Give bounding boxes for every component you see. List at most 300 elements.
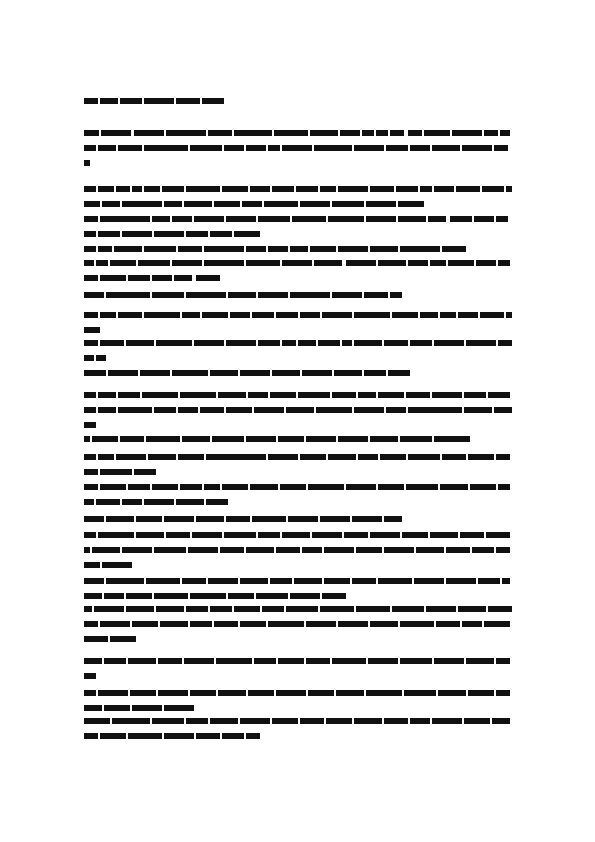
text-segment xyxy=(332,201,364,207)
paragraph xyxy=(84,310,512,340)
text-segment xyxy=(184,201,212,207)
text-segment xyxy=(354,407,384,413)
text-segment xyxy=(100,216,150,222)
text-segment xyxy=(358,454,378,460)
title-text-segment xyxy=(176,98,200,104)
text-segment xyxy=(178,407,198,413)
text-segment xyxy=(134,201,162,207)
text-segment xyxy=(106,516,134,522)
text-line xyxy=(84,258,512,268)
text-segment xyxy=(200,407,224,413)
text-line xyxy=(84,434,512,444)
text-segment xyxy=(312,532,342,538)
text-segment xyxy=(354,312,390,318)
text-segment xyxy=(166,532,190,538)
text-segment xyxy=(314,145,352,151)
text-segment xyxy=(84,392,96,398)
text-segment xyxy=(420,312,438,318)
title-text-segment xyxy=(202,98,224,104)
text-segment xyxy=(102,201,120,207)
text-segment xyxy=(92,547,120,553)
paragraph xyxy=(84,214,512,244)
text-segment xyxy=(98,186,114,192)
text-line xyxy=(84,619,512,629)
text-segment xyxy=(84,231,96,237)
text-segment xyxy=(84,499,94,505)
text-segment xyxy=(494,145,508,151)
text-segment xyxy=(84,246,96,252)
text-segment xyxy=(84,201,100,207)
text-segment xyxy=(134,130,164,136)
text-segment xyxy=(210,718,238,724)
text-segment xyxy=(334,370,362,376)
text-segment xyxy=(98,246,112,252)
text-segment xyxy=(116,186,130,192)
text-segment xyxy=(242,201,262,207)
text-segment xyxy=(452,130,482,136)
text-segment xyxy=(98,532,134,538)
text-segment xyxy=(278,436,304,442)
text-segment xyxy=(468,690,494,696)
text-segment xyxy=(484,130,498,136)
text-segment xyxy=(158,658,182,664)
text-segment xyxy=(468,454,494,460)
text-segment xyxy=(376,130,388,136)
text-segment xyxy=(364,292,388,298)
text-segment xyxy=(480,312,504,318)
text-segment xyxy=(298,340,316,346)
text-segment xyxy=(272,718,298,724)
text-segment xyxy=(464,392,486,398)
text-segment xyxy=(384,547,414,553)
text-segment xyxy=(408,130,422,136)
text-segment xyxy=(208,578,238,584)
text-segment xyxy=(506,312,512,318)
text-segment xyxy=(186,606,208,612)
text-segment xyxy=(338,186,368,192)
text-segment xyxy=(144,145,188,151)
text-segment xyxy=(84,260,94,266)
text-segment xyxy=(246,547,274,553)
text-segment xyxy=(224,532,256,538)
text-segment xyxy=(94,606,124,612)
text-segment xyxy=(368,658,398,664)
text-segment xyxy=(400,246,440,252)
text-line xyxy=(84,688,512,698)
text-segment xyxy=(400,658,432,664)
paragraph xyxy=(84,128,512,173)
text-segment xyxy=(84,422,96,428)
text-segment xyxy=(112,718,150,724)
text-segment xyxy=(84,690,96,696)
text-segment xyxy=(462,145,492,151)
text-segment xyxy=(100,484,126,490)
text-segment xyxy=(156,340,192,346)
text-segment xyxy=(460,532,484,538)
text-segment xyxy=(101,130,131,136)
text-segment xyxy=(290,246,308,252)
text-segment xyxy=(246,246,266,252)
text-segment xyxy=(466,340,496,346)
text-segment xyxy=(84,636,108,642)
text-segment xyxy=(472,547,494,553)
text-segment xyxy=(370,532,400,538)
text-line xyxy=(84,143,512,153)
text-segment xyxy=(152,216,170,222)
text-segment xyxy=(84,484,98,490)
text-segment xyxy=(290,593,320,599)
text-segment xyxy=(392,312,418,318)
text-segment xyxy=(186,186,220,192)
text-segment xyxy=(248,690,274,696)
text-segment xyxy=(502,578,510,584)
text-segment xyxy=(270,392,296,398)
text-segment xyxy=(84,370,106,376)
text-segment xyxy=(190,690,216,696)
text-segment xyxy=(164,201,182,207)
text-segment xyxy=(272,370,300,376)
text-segment xyxy=(268,454,298,460)
text-segment xyxy=(296,186,318,192)
text-segment xyxy=(318,340,340,346)
text-segment xyxy=(128,484,150,490)
text-segment xyxy=(496,547,510,553)
paragraph xyxy=(84,604,512,649)
text-segment xyxy=(252,312,274,318)
text-segment xyxy=(366,690,402,696)
text-segment xyxy=(286,606,318,612)
text-line xyxy=(84,656,512,666)
text-segment xyxy=(154,407,176,413)
text-segment xyxy=(84,436,90,442)
text-segment xyxy=(172,260,202,266)
text-segment xyxy=(210,370,238,376)
text-segment xyxy=(84,562,100,568)
text-segment xyxy=(294,578,322,584)
text-line xyxy=(84,591,512,601)
text-segment xyxy=(132,705,162,711)
paragraph xyxy=(84,576,512,606)
text-segment xyxy=(302,547,322,553)
text-segment xyxy=(324,578,350,584)
text-segment xyxy=(100,275,126,281)
text-segment xyxy=(364,370,386,376)
text-segment xyxy=(498,484,510,490)
text-segment xyxy=(114,246,142,252)
text-segment xyxy=(474,216,494,222)
text-segment xyxy=(154,593,188,599)
text-line xyxy=(84,420,512,430)
text-segment xyxy=(282,260,312,266)
text-segment xyxy=(328,454,356,460)
text-segment xyxy=(388,370,410,376)
text-segment xyxy=(492,718,510,724)
text-segment xyxy=(118,407,152,413)
text-segment xyxy=(110,260,136,266)
text-segment xyxy=(310,246,336,252)
text-segment xyxy=(356,547,382,553)
text-segment xyxy=(160,621,188,627)
text-segment xyxy=(142,392,178,398)
text-segment xyxy=(154,547,186,553)
text-segment xyxy=(316,407,352,413)
text-segment xyxy=(144,312,180,318)
text-segment xyxy=(148,454,176,460)
text-segment xyxy=(496,216,508,222)
text-segment xyxy=(366,201,396,207)
text-segment xyxy=(410,340,432,346)
text-line xyxy=(84,716,512,726)
text-segment xyxy=(84,547,90,553)
text-segment xyxy=(462,621,482,627)
text-segment xyxy=(450,216,472,222)
text-segment xyxy=(234,231,260,237)
text-segment xyxy=(478,578,500,584)
text-segment xyxy=(488,606,512,612)
paragraph xyxy=(84,258,512,288)
text-line xyxy=(84,545,512,555)
text-segment xyxy=(92,436,118,442)
text-segment xyxy=(190,621,212,627)
text-segment xyxy=(164,733,194,739)
text-segment xyxy=(320,606,354,612)
text-segment xyxy=(408,454,440,460)
text-line xyxy=(84,214,512,224)
text-segment xyxy=(370,621,398,627)
text-segment xyxy=(498,260,510,266)
text-segment xyxy=(84,606,92,612)
text-segment xyxy=(100,340,124,346)
text-segment xyxy=(172,216,192,222)
text-segment xyxy=(380,454,406,460)
text-segment xyxy=(220,547,244,553)
text-segment xyxy=(332,392,356,398)
text-segment xyxy=(288,516,318,522)
text-segment xyxy=(216,658,252,664)
text-segment xyxy=(384,516,402,522)
text-segment xyxy=(306,658,330,664)
text-segment xyxy=(286,407,314,413)
text-segment xyxy=(470,484,496,490)
text-line xyxy=(84,353,512,363)
text-segment xyxy=(84,186,96,192)
text-segment xyxy=(226,407,252,413)
text-segment xyxy=(144,499,174,505)
text-line xyxy=(84,338,512,348)
text-segment xyxy=(346,260,376,266)
text-segment xyxy=(84,658,102,664)
text-segment xyxy=(144,186,160,192)
title-text-segment xyxy=(120,98,142,104)
text-segment xyxy=(236,454,266,460)
text-segment xyxy=(122,499,142,505)
text-segment xyxy=(246,260,280,266)
text-segment xyxy=(84,454,96,460)
text-segment xyxy=(136,532,164,538)
text-segment xyxy=(320,516,350,522)
text-segment xyxy=(342,340,352,346)
text-segment xyxy=(182,312,200,318)
text-segment xyxy=(106,578,144,584)
text-line xyxy=(84,731,512,741)
text-segment xyxy=(132,186,142,192)
text-line xyxy=(84,128,512,138)
text-segment xyxy=(84,578,104,584)
text-segment xyxy=(128,275,150,281)
text-segment xyxy=(338,436,368,442)
text-segment xyxy=(178,454,204,460)
text-segment xyxy=(126,593,152,599)
text-segment xyxy=(84,355,94,361)
text-segment xyxy=(448,260,474,266)
text-segment xyxy=(110,636,136,642)
text-segment xyxy=(370,246,398,252)
text-segment xyxy=(398,201,424,207)
text-segment xyxy=(138,260,170,266)
text-segment xyxy=(100,469,132,475)
text-line xyxy=(84,290,512,300)
text-line xyxy=(84,604,512,614)
text-segment xyxy=(206,454,236,460)
text-segment xyxy=(434,340,464,346)
text-segment xyxy=(84,312,98,318)
text-segment xyxy=(214,201,240,207)
text-segment xyxy=(186,231,208,237)
text-segment xyxy=(146,436,180,442)
text-segment xyxy=(194,216,224,222)
text-segment xyxy=(432,407,462,413)
text-segment xyxy=(378,578,412,584)
text-segment xyxy=(214,621,238,627)
paragraph xyxy=(84,244,512,259)
text-segment xyxy=(352,516,382,522)
paragraph xyxy=(84,530,512,575)
text-segment xyxy=(218,392,246,398)
text-segment xyxy=(178,246,202,252)
text-segment xyxy=(332,658,366,664)
text-segment xyxy=(384,718,408,724)
text-segment xyxy=(300,312,320,318)
text-segment xyxy=(174,275,192,281)
text-segment xyxy=(128,658,156,664)
text-segment xyxy=(482,186,504,192)
text-segment xyxy=(222,733,244,739)
text-segment xyxy=(506,186,512,192)
text-line xyxy=(84,310,512,320)
text-segment xyxy=(280,484,306,490)
text-segment xyxy=(306,621,336,627)
text-line xyxy=(84,703,512,713)
text-segment xyxy=(84,705,102,711)
text-segment xyxy=(226,516,250,522)
text-segment xyxy=(282,145,312,151)
text-segment xyxy=(180,392,216,398)
text-segment xyxy=(384,340,408,346)
text-segment xyxy=(336,690,364,696)
text-segment xyxy=(230,312,250,318)
text-segment xyxy=(496,690,510,696)
text-segment xyxy=(234,130,272,136)
text-segment xyxy=(96,260,108,266)
text-segment xyxy=(406,484,438,490)
text-segment xyxy=(432,718,462,724)
text-line xyxy=(84,467,512,477)
text-segment xyxy=(354,145,384,151)
text-segment xyxy=(106,292,150,298)
text-segment xyxy=(180,484,202,490)
title-text-segment xyxy=(84,98,98,104)
text-segment xyxy=(386,407,406,413)
text-segment xyxy=(122,231,152,237)
document-title xyxy=(84,96,224,108)
text-segment xyxy=(108,370,138,376)
text-line xyxy=(84,229,512,239)
paragraph xyxy=(84,368,512,383)
text-segment xyxy=(120,436,144,442)
text-segment xyxy=(398,216,426,222)
text-segment xyxy=(442,246,466,252)
text-segment xyxy=(314,260,342,266)
text-segment xyxy=(118,145,142,151)
text-segment xyxy=(226,216,256,222)
text-segment xyxy=(152,718,184,724)
text-segment xyxy=(186,292,226,298)
text-segment xyxy=(466,658,494,664)
text-segment xyxy=(226,340,256,346)
text-segment xyxy=(432,392,462,398)
text-segment xyxy=(458,606,486,612)
paragraph xyxy=(84,290,512,305)
text-segment xyxy=(408,407,432,413)
text-line xyxy=(84,560,512,570)
paragraph xyxy=(84,688,512,718)
text-segment xyxy=(84,275,98,281)
text-segment xyxy=(320,186,336,192)
text-segment xyxy=(404,690,436,696)
text-segment xyxy=(208,130,232,136)
text-segment xyxy=(406,392,430,398)
text-segment xyxy=(410,145,430,151)
text-segment xyxy=(438,690,466,696)
text-segment xyxy=(434,658,464,664)
text-segment xyxy=(98,392,116,398)
text-segment xyxy=(338,246,368,252)
text-segment xyxy=(182,578,206,584)
text-segment xyxy=(162,186,184,192)
paragraph xyxy=(84,434,512,449)
text-segment xyxy=(370,436,398,442)
text-segment xyxy=(324,547,354,553)
text-segment xyxy=(228,292,256,298)
text-segment xyxy=(338,621,368,627)
text-segment xyxy=(84,469,98,475)
text-segment xyxy=(118,312,142,318)
text-segment xyxy=(156,606,184,612)
text-segment xyxy=(246,733,260,739)
text-segment xyxy=(378,484,404,490)
text-segment xyxy=(152,292,184,298)
text-segment xyxy=(354,340,382,346)
text-segment xyxy=(400,621,434,627)
text-segment xyxy=(308,484,344,490)
text-segment xyxy=(240,370,270,376)
text-segment xyxy=(414,578,444,584)
text-segment xyxy=(434,186,454,192)
text-line xyxy=(84,497,512,507)
text-segment xyxy=(118,392,140,398)
text-segment xyxy=(126,340,154,346)
text-segment xyxy=(196,516,224,522)
